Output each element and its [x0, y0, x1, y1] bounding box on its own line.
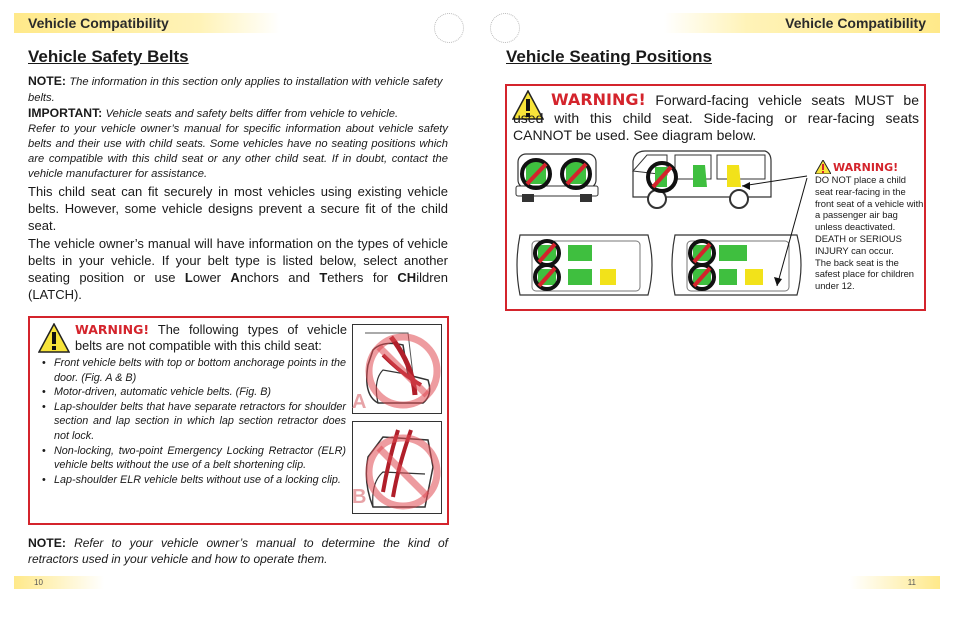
airbag-warning	[815, 160, 925, 292]
airbag-warning-header	[815, 160, 925, 174]
important-text-1: Vehicle seats and safety belts differ from vehicle to vehicle.	[105, 108, 399, 120]
latch-l-rest: ower	[192, 270, 231, 285]
paragraph-1: This child seat can fit securely in most vehicles using existing vehicle belts. However, some vehicle designs prevent a secure fit of the child seat.	[28, 184, 448, 233]
warning-triangle-icon	[38, 323, 70, 353]
paragraph-2-text: The vehicle owner’s manual will have information on the types of vehicle belts in your vehicle. If your belt type is listed below, select another seating position or use	[28, 236, 448, 285]
list-item: • Non-locking, two-point Emergency Locking Retractor (ELR) vehicle belts without the use of a belt shortening clip.	[40, 444, 346, 473]
page-number-right: 11	[907, 578, 916, 587]
airbag-warning-text: DO NOT place a child seat rear-facing in the front seat of a vehicle with a passenger air bag unless deactivated. DEATH or SERIOUS INJURY can occur. The back seat is the safest place for children under 12.	[815, 174, 924, 292]
left-intro	[28, 74, 448, 303]
page-number-right-bar	[850, 576, 940, 589]
important-label: IMPORTANT:	[28, 106, 103, 120]
belt-warning-text: The following types of vehicle belts are not compatible with this child seat:	[75, 322, 347, 353]
note-label: NOTE:	[28, 74, 66, 88]
latch-t-rest: ethers for	[327, 270, 398, 285]
figure-b-label: B	[352, 486, 367, 508]
latch-l: L	[184, 270, 193, 285]
header-left-title: Vehicle Compatibility	[28, 15, 169, 31]
warning-triangle-icon	[815, 160, 831, 174]
header-right-title: Vehicle Compatibility	[785, 15, 926, 31]
latch-t: T	[319, 270, 328, 285]
right-section-title: Vehicle Seating Positions	[506, 47, 712, 66]
paragraph-2	[28, 235, 448, 303]
note-text: The information in this section only applies to installation with vehicle safety belts.	[28, 76, 443, 104]
registration-mark	[490, 13, 520, 43]
retractor-note	[28, 535, 448, 567]
figure-a-label: A	[352, 391, 367, 413]
figure-a	[352, 324, 442, 414]
header-right	[664, 13, 940, 33]
airbag-warning-word: WARNING!	[833, 160, 899, 174]
important-text-2: Refer to your vehicle owner’s manual for specific information about vehicle safety belts and their use with child seats. Some vehicles have no seating positions which are compatible with this child seat or any other child seat. If in doubt, contact the vehicle manufacturer for assistance.	[28, 123, 448, 180]
latch-ch: CH	[397, 270, 417, 285]
note2-label: NOTE:	[28, 536, 66, 550]
list-item: • Motor-driven, automatic vehicle belts. (Fig. B)	[40, 385, 346, 400]
page-number-left-bar	[14, 576, 104, 589]
latch-a: A	[230, 270, 240, 285]
registration-mark	[434, 13, 464, 43]
figure-b	[352, 421, 442, 514]
latch-ch-rest: ildren (LATCH).	[28, 270, 448, 302]
note2-text: Refer to your vehicle owner’s manual to determine the kind of retractors used in your vehicle and how to operate them.	[28, 536, 448, 566]
seating-warning-box	[505, 84, 926, 311]
list-item: • Lap-shoulder belts that have separate retractors for shoulder section and lap section in which lap section retractor does not lock.	[40, 400, 346, 444]
seating-warning-text: Forward-facing vehicle seats MUST be used with this child seat. Side-facing or rear-facing seats CANNOT be used. See diagram below.	[513, 92, 919, 143]
latch-a-rest: nchors and	[239, 270, 320, 285]
list-item: • Lap-shoulder ELR vehicle belts without use of a locking clip.	[40, 473, 346, 488]
belt-type-list	[40, 356, 346, 487]
page-number-left: 10	[34, 578, 43, 587]
seating-warning-word: WARNING!	[551, 90, 646, 109]
left-section-title: Vehicle Safety Belts	[28, 47, 189, 66]
belt-warning-word: WARNING!	[75, 322, 150, 337]
list-item: • Front vehicle belts with top or bottom anchorage points in the door. (Fig. A & B)	[40, 356, 346, 385]
belt-warning-header	[75, 322, 347, 354]
belt-warning-box	[28, 316, 449, 525]
header-left	[14, 13, 280, 33]
